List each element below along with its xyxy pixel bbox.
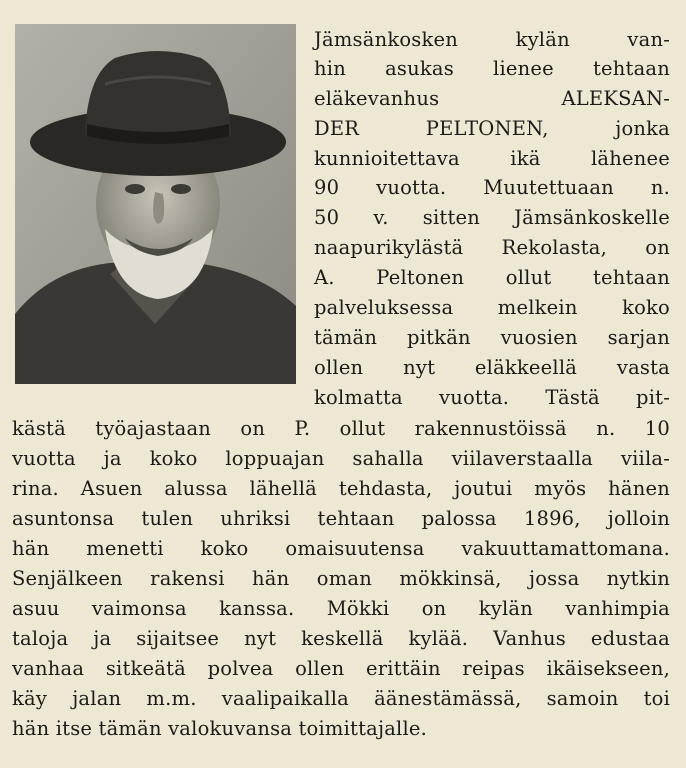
text-line: vanhaa sitkeätä polvea ollen erittäin reipas ikäisekseen, — [12, 657, 670, 680]
text-line: Senjälkeen rakensi hän oman mökkinsä, jossa nytkin — [12, 567, 670, 590]
text-line: naapurikylästä Rekolasta, on — [314, 236, 670, 259]
text-line: eläkevanhus ALEKSAN- — [314, 87, 670, 110]
text-line: 50 v. sitten Jämsänkoskelle — [314, 206, 670, 229]
text-line: kolmatta vuotta. Tästä pit- — [314, 386, 670, 409]
text-line: asuu vaimonsa kanssa. Mökki on kylän vanhimpia — [12, 597, 670, 620]
text-line: kästä työajastaan on P. ollut rakennustöissä n. 10 — [12, 417, 670, 440]
text-line: 90 vuotta. Muutettuaan n. — [314, 176, 670, 199]
text-line: vuotta ja koko loppuajan sahalla viilaverstaalla viila- — [12, 447, 670, 470]
portrait-photo — [15, 24, 296, 384]
text-line: kunnioitettava ikä lähenee — [314, 147, 670, 170]
text-line: taloja ja sijaitsee nyt keskellä kylää. Vanhus edustaa — [12, 627, 670, 650]
text-line: tämän pitkän vuosien sarjan — [314, 326, 670, 349]
portrait-illustration — [15, 24, 296, 384]
text-line: ollen nyt eläkkeellä vasta — [314, 356, 670, 379]
text-line: DER PELTONEN, jonka — [314, 117, 670, 140]
text-line: Jämsänkosken kylän van- — [314, 28, 670, 51]
text-line: palveluksessa melkein koko — [314, 296, 670, 319]
text-line: rina. Asuen alussa lähellä tehdasta, joutui myös hänen — [12, 477, 670, 500]
text-line: hän menetti koko omaisuutensa vakuuttamattomana. — [12, 537, 670, 560]
text-line: asuntonsa tulen uhriksi tehtaan palossa 1896, jolloin — [12, 507, 670, 530]
text-line: A. Peltonen ollut tehtaan — [314, 266, 670, 289]
text-line: käy jalan m.m. vaalipaikalla äänestämässä, samoin toi — [12, 687, 670, 710]
text-line: hin asukas lienee tehtaan — [314, 57, 670, 80]
text-line-last: hän itse tämän valokuvansa toimittajalle. — [12, 717, 428, 740]
